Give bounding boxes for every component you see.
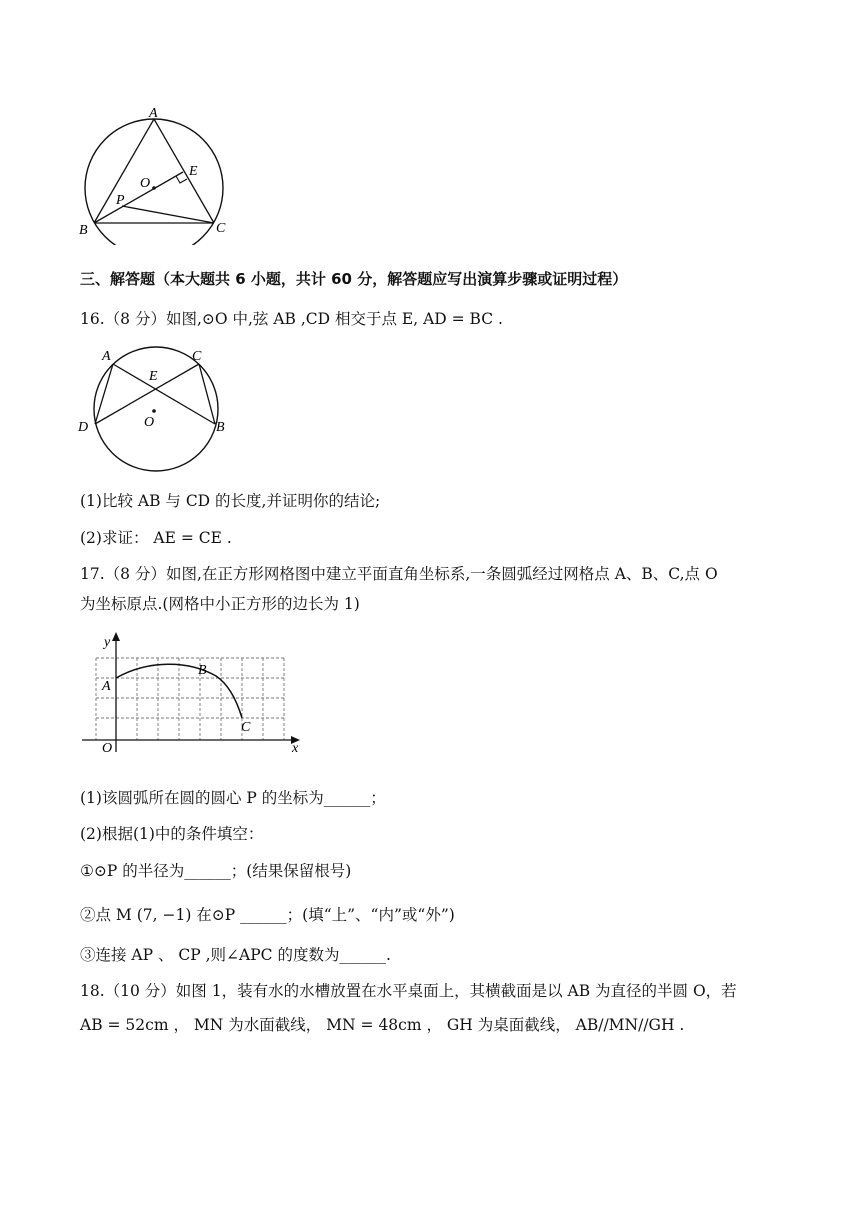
q17-sub1: ①⊙P 的半径为______；(结果保留根号) — [80, 862, 352, 880]
q17-sub2: ②点 M (7, −1) 在⊙P ______；(填“上”、“内”或“外”) — [80, 906, 455, 924]
segment-ac — [154, 119, 214, 223]
label-x: x — [292, 741, 299, 756]
q17-stem-line1: 17.（8 分）如图,在正方形网格图中建立平面直角坐标系,一条圆弧经过网格点 A、B、C,点 O — [80, 565, 718, 583]
q16-stem: 16.（8 分）如图,⊙O 中,弦 AB ,CD 相交于点 E, AD = BC . — [80, 310, 503, 328]
figure-q16-circle-chords — [74, 340, 244, 472]
label-p: P — [116, 193, 125, 208]
right-angle-mark — [176, 176, 187, 183]
label-e: E — [189, 164, 198, 179]
label-c: C — [192, 349, 202, 364]
label-b: B — [79, 223, 88, 238]
q18-line2: AB = 52cm ， MN 为水面截线， MN = 48cm ， GH 为桌面截线， AB//MN//GH . — [80, 1016, 685, 1034]
label-a: A — [149, 106, 158, 121]
label-e: E — [149, 369, 158, 384]
label-b: B — [198, 663, 207, 678]
label-a: A — [102, 679, 111, 694]
q16-part1: (1)比较 AB 与 CD 的长度,并证明你的结论; — [80, 492, 381, 510]
figure-triangle-in-circle — [70, 100, 270, 245]
y-axis-arrow — [112, 632, 120, 641]
figure-q17-grid-arc — [78, 628, 308, 760]
section-3-heading: 三、解答题（本大题共 6 小题，共计 60 分，解答题应写出演算步骤或证明过程） — [80, 270, 628, 288]
segment-pc — [122, 206, 214, 223]
label-o: O — [140, 176, 151, 191]
q16-part2: (2)求证： AE = CE . — [80, 529, 232, 547]
q17-part2: (2)根据(1)中的条件填空： — [80, 825, 264, 843]
center-dot — [152, 186, 156, 190]
label-c: C — [241, 720, 251, 735]
circle-o — [85, 119, 223, 245]
q17-part1: (1)该圆弧所在圆的圆心 P 的坐标为______； — [80, 789, 386, 807]
chord-ab — [113, 364, 215, 424]
center-dot — [152, 409, 156, 413]
grid-lines — [96, 658, 284, 740]
label-o: O — [144, 415, 155, 430]
label-c: C — [216, 221, 226, 236]
label-a: A — [102, 349, 111, 364]
label-o: O — [102, 741, 113, 756]
q17-stem-line2: 为坐标原点.(网格中小正方形的边长为 1) — [80, 595, 360, 613]
label-d: D — [78, 420, 89, 435]
q17-sub3: ③连接 AP 、 CP ,则∠APC 的度数为______. — [80, 946, 391, 964]
label-b: B — [216, 420, 225, 435]
q18-line1: 18.（10 分）如图 1，装有水的水槽放置在水平桌面上，其横截面是以 AB 为直径的半圆 O，若 — [80, 982, 737, 1000]
label-y: y — [104, 635, 111, 650]
